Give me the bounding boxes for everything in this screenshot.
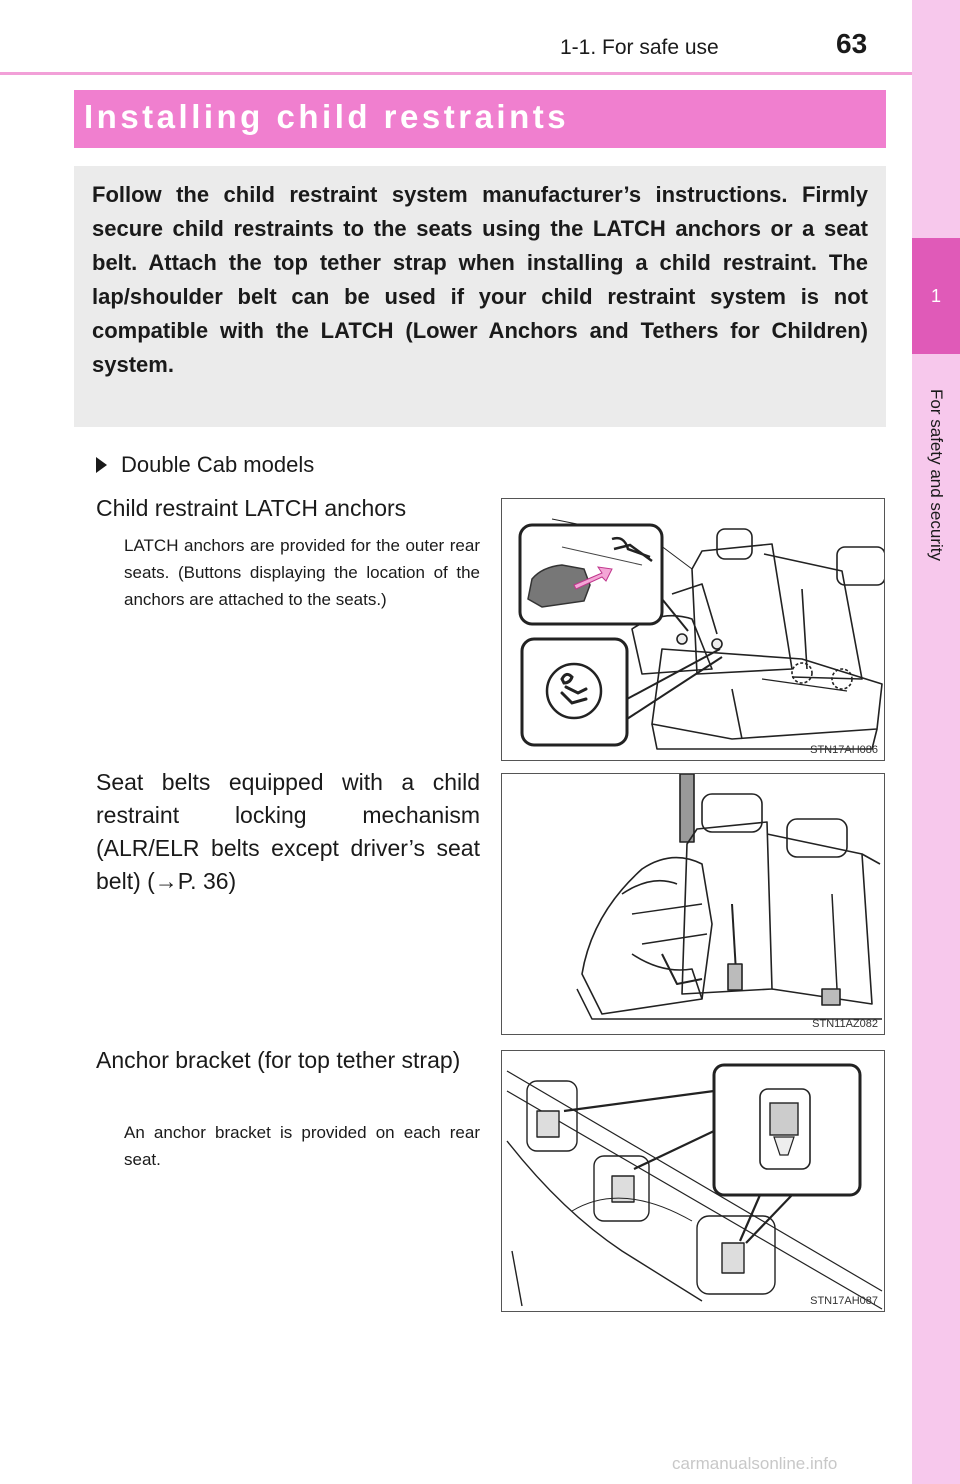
figure-latch-anchors [501, 498, 885, 761]
watermark: carmanualsonline.info [672, 1454, 838, 1473]
item-heading-seatbelt: Seat belts equipped with a child restraint locking mechanism (ALR/ELR belts except driver’s seat belt) (→P. 36) [96, 769, 480, 894]
figure-anchor-brackets [501, 1050, 885, 1312]
latch-seat-illustration [502, 499, 884, 760]
header-divider [0, 72, 912, 75]
item-desc-anchor-bracket: An anchor bracket is provided on each rear seat. [124, 1123, 480, 1169]
item-heading-latch: Child restraint LATCH anchors [96, 495, 407, 521]
figure-code: STN11AZ082 [812, 1018, 878, 1030]
side-tab [912, 0, 960, 1484]
chapter-number: 1 [930, 286, 941, 306]
section-label: 1-1. For safe use [560, 36, 719, 59]
chapter-title: For safety and security [927, 389, 946, 561]
figure-seatbelt-locking [501, 773, 885, 1035]
triangle-bullet-icon [96, 457, 107, 473]
model-label-text: Double Cab models [121, 452, 315, 477]
item-heading-anchor-bracket: Anchor bracket (for top tether strap) [96, 1047, 461, 1073]
page-title: Installing child restraints [84, 98, 570, 135]
figure-code: STN17AH087 [810, 1295, 878, 1307]
intro-text: Follow the child restraint system manufacturer’s instructions. Firmly secure child restraints to the seats using the LATCH anchors or a seat belt. Attach the top tether strap when installing a child restraint. The lap/shoulder belt can be used if your child restraint system is not compatible with the LATCH (Lower Anchors and Tethers for Children) system. [92, 182, 868, 377]
figure-code: STN17AH086 [810, 744, 878, 756]
anchor-bracket-illustration [502, 1051, 884, 1311]
item-desc-latch: LATCH anchors are provided for the outer rear seats. (Buttons displaying the location of the anchors are attached to the seats.) [124, 536, 480, 609]
page-number: 63 [836, 28, 868, 59]
model-label [96, 452, 314, 478]
seatbelt-seat-illustration [502, 774, 884, 1034]
